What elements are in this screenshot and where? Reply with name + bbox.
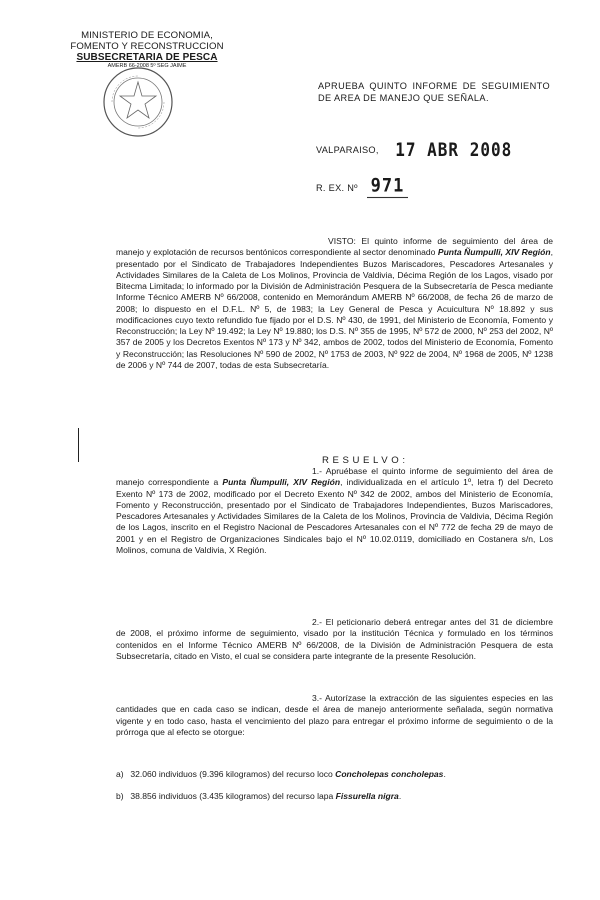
reference-code: AMERB 66-2008 5º SEG JAIME [107, 63, 187, 69]
resolution-subject: APRUEBA QUINTO INFORME DE SEGUIMIENTO DE AREA DE MANEJO QUE SEÑALA. [318, 81, 550, 103]
visto-text-2: , presentado por el Sindicato de Trabajadores Independientes Buzos Mariscadores, Pescadores Artesanales y Actividades Similares de la Caleta de Los Molinos, Provincia de Valdivia, Décima Región de los Lagos, visado por Bitecma Limitada; lo informado por la División de Administración Pesquera de la Subsecretaría de Pesca mediante Informe Técnico AMERB Nº 66/2008, contenido en Memorándum AMERB Nº 66/2008, de fecha 26 de marzo de 2008; lo dispuesto en el D.F.L. Nº 5, de 1983; la Ley General de Pesca y Acuicultura Nº 18.892 y sus modificaciones cuyo texto refundido fue fijado por el D.S. Nº 430, de 1991, del Ministerio de Economía, Fomento y Reconstrucción; la Ley Nº 19.492; la Ley Nº 19.880; los D.S. Nº 355 de 1995, Nº 572 de 2000, Nº 253 del 2002, Nº 357 de 2005 y los Decretos Exentos Nº 173 y Nº 342, ambos de 2002, todos del Ministerio de Economía, Fomento y Reconstrucción; las Resoluciones Nº 590 de 2002, Nº 1753 de 2003, Nº 922 de 2004, Nº 1968 de 2005, Nº 1238 de 2006 y Nº 744 de 2007, todas de esta Subsecretaría. [116, 247, 553, 370]
item-marker: a) [116, 769, 124, 779]
item-end: . [443, 769, 446, 779]
margin-mark [78, 428, 79, 462]
point-1-text-1: 1.- Apruébase el quinto informe de seguimiento del área de manejo correspondiente a [116, 466, 553, 488]
official-seal-icon [98, 62, 178, 142]
visto-sector-name: Punta Ñumpulli, XIV Región [437, 247, 551, 258]
item-species: Fissurella nigra [335, 791, 399, 801]
list-item [116, 769, 556, 780]
resolution-point-2 [116, 617, 553, 662]
city-label: VALPARAISO, [316, 144, 379, 155]
item-text: 32.060 individuos (9.396 kilogramos) del recurso loco [130, 769, 336, 779]
resolution-point-1 [116, 466, 553, 556]
item-species: Concholepas concholepas [335, 769, 444, 779]
point-2-text: 2.- El peticionario deberá entregar antes del 31 de diciembre de 2008, el próximo informe de seguimiento, visado por la institución Técnica y formulado en los términos contenidos en el Informe Técnico AMERB Nº 66/2008, de la División de Administración Pesquera de esta Subsecretaría, citado en Visto, el cual se considera parte integrante de la presente Resolución. [116, 617, 553, 661]
visto-paragraph [116, 236, 553, 371]
resolution-point-3 [116, 693, 553, 738]
ministry-name-line2: FOMENTO Y RECONSTRUCCION [70, 41, 224, 52]
point-1-text-2: , individualizada en el artículo 1º, letra f) del Decreto Exento Nº 173 de 2002, modificado por el Decreto Exento Nº 342 de 2002, ambos del Ministerio de Economía, Fomento y Reconstrucción, presentado por el Sindicato de Trabajadores Independientes, Buzos Mariscadores, Pescadores Artesanales y Actividades Similares de la Caleta de los Molinos, Provincia de Valdivia, Décima Región de los Lagos, inscrito en el Registro Nacional de Pescadores Artesanales con el Nº 772 de fecha 29 de mayo de 2001 y en el Registro de Organizaciones Sindicales bajo el Nº 10.02.0119, domiciliado en Costanera s/n, Los Molinos, comuna de Valdivia, X Región. [116, 477, 553, 555]
point-3-text: 3.- Autorízase la extracción de las siguientes especies en las cantidades que en cada caso se indican, desde el área de manejo anteriormente señalada, según normativa vigente y en todo caso, hasta el vencimiento del plazo para entregar el próximo informe de seguimiento o de la prórroga que al efecto se otorgue: [116, 693, 553, 737]
ministry-name-line1: MINISTERIO DE ECONOMIA, [81, 30, 213, 41]
list-item [116, 791, 556, 802]
date-line [316, 140, 556, 159]
rex-number: 971 [367, 175, 409, 198]
item-end: . [398, 791, 402, 801]
point-1-sector-name: Punta Ñumpulli, XIV Región [222, 477, 341, 488]
item-marker: b) [116, 791, 124, 801]
item-text: 38.856 individuos (3.435 kilogramos) del recurso lapa [130, 791, 336, 801]
resuelvo-heading: RESUELVO: [322, 455, 409, 466]
rex-label: R. EX. Nº [316, 183, 358, 193]
date-stamp: 17 ABR 2008 [395, 138, 513, 161]
subsecretaria-name: SUBSECRETARIA DE PESCA [76, 52, 218, 63]
resolution-number [316, 176, 408, 197]
visto-text-1: VISTO: El quinto informe de seguimiento del área de manejo y explotación de recursos bentónicos correspondiente al sector denominado [116, 236, 553, 258]
